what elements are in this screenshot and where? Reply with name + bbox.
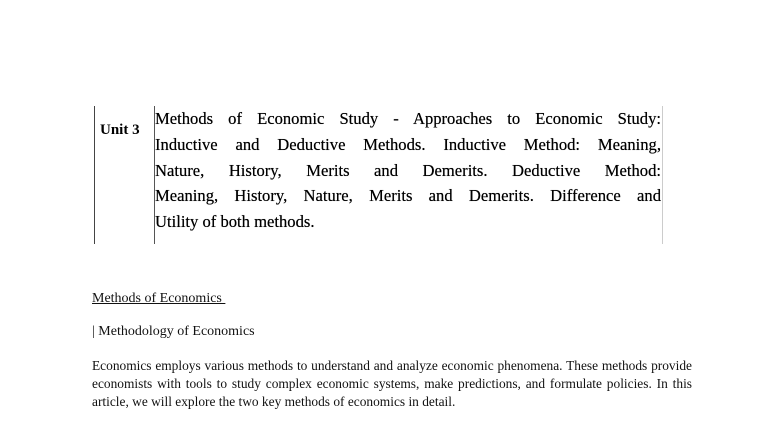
- intro-paragraph: Economics employs various methods to understand and analyze economic phenomena. These methods provide economists with tools to study complex economic systems, make predictions, and formulate policies. In this article, we will explore the two key methods of economics in detail.: [92, 358, 692, 409]
- unit-description: [155, 106, 661, 235]
- unit-description-line: Inductive and Deductive Methods. Inductive Method: Meaning,: [155, 134, 661, 154]
- unit-description-line: Meaning, History, Nature, Merits and Demerits. Difference and: [155, 186, 661, 206]
- unit-description-line: Nature, History, Merits and Demerits. Deductive Method:: [155, 160, 661, 180]
- syllabus-unit-table: [94, 106, 664, 244]
- table-left-border: [94, 106, 95, 244]
- table-right-border: [662, 106, 663, 244]
- section-heading-methods: Methods of Economics: [92, 291, 226, 306]
- section-heading-methodology: | Methodology of Economics: [92, 324, 255, 339]
- unit-label: Unit 3: [100, 122, 140, 138]
- unit-description-line: Utility of both methods.: [155, 212, 315, 232]
- unit-description-line: Methods of Economic Study - Approaches to Economic Study:: [155, 109, 661, 128]
